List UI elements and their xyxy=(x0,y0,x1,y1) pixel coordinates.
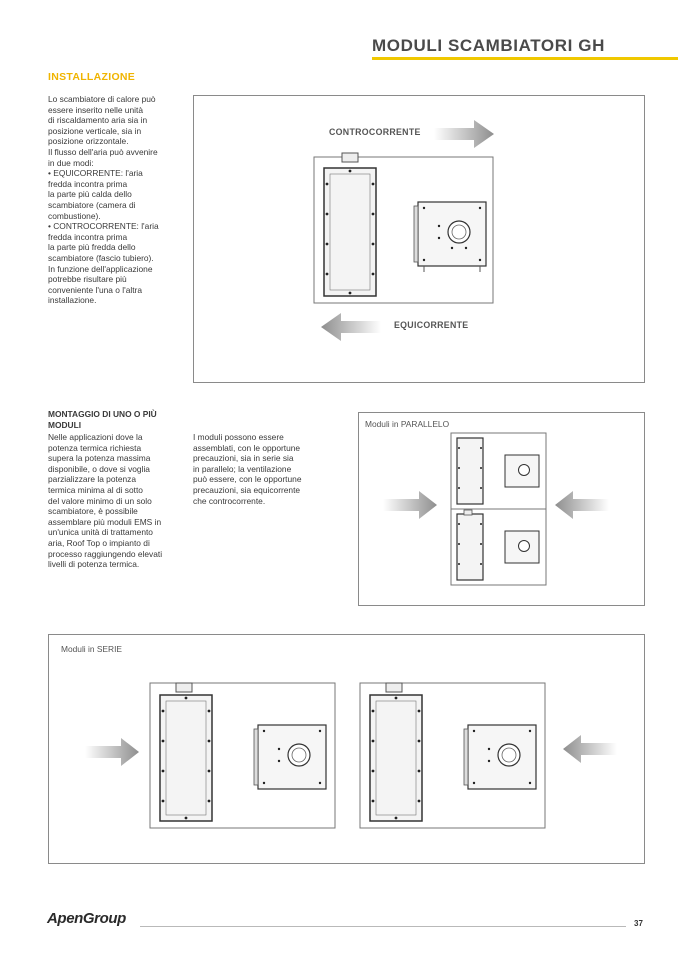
series-module-drawing-2 xyxy=(360,683,546,829)
montaggio-text-right: I moduli possono essere assemblati, con le opportune precauzioni, sia in serie sia in parallelo; la ventilazione può essere, con le opportune precauzioni, sia equicorrente che controcorrente. xyxy=(193,432,302,506)
arrow-left-icon xyxy=(319,313,381,341)
arrow-left-icon xyxy=(553,491,609,519)
section-heading-montaggio: MONTAGGIO DI UNO O PIÙ MODULI xyxy=(48,409,157,430)
arrow-right-icon xyxy=(434,120,496,148)
parallel-diagram-frame xyxy=(358,412,645,606)
label-parallelo: Moduli in PARALLELO xyxy=(365,419,450,429)
installazione-text: Lo scambiatore di calore può essere inserito nelle unità di riscaldamento aria sia in posizione verticale, sia in posizione orizzontale. Il flusso dell'aria può avvenire in due modi: • EQUICORRENTE: l'aria fredda incontra prima la parte più calda dello scambiatore (camera di combustione). • CONTROCORRENTE: l'aria fredda incontra prima la parte più fredda dello scambiatore (fascio tubiero). In funzione dell'applicazione potrebbe risultare più conveniente l'una o l'altra installazione. xyxy=(48,94,159,306)
arrow-right-icon xyxy=(383,491,439,519)
page-number: 37 xyxy=(634,919,643,928)
title-underline xyxy=(372,57,678,60)
flow-diagram-frame xyxy=(193,95,645,383)
label-serie: Moduli in SERIE xyxy=(61,644,122,654)
parallel-modules-drawing xyxy=(451,433,547,585)
heat-exchanger-module-drawing xyxy=(314,156,494,304)
series-diagram-frame xyxy=(48,634,645,864)
label-equicorrente: EQUICORRENTE xyxy=(394,320,469,330)
footer-divider xyxy=(140,926,626,927)
arrow-left-icon xyxy=(561,735,617,763)
arrow-right-icon xyxy=(85,738,141,766)
page-title: MODULI SCAMBIATORI GH xyxy=(372,36,605,55)
series-module-drawing-1 xyxy=(150,683,336,829)
label-controcorrente: CONTROCORRENTE xyxy=(329,127,421,137)
section-heading-installazione: INSTALLAZIONE xyxy=(48,71,136,83)
apengroup-logo: ApenGroup xyxy=(47,910,126,927)
montaggio-text-left: Nelle applicazioni dove la potenza termica richiesta supera la potenza massima disponibile, o dove si voglia parzializzare la potenza termica minima al di sotto del valore minimo di un solo scambiatore, è possibile assemblare più moduli EMS in un'unica unità di trattamento aria, Roof Top o impianto di processo raggiungendo elevati livelli di potenza termica. xyxy=(48,432,163,570)
